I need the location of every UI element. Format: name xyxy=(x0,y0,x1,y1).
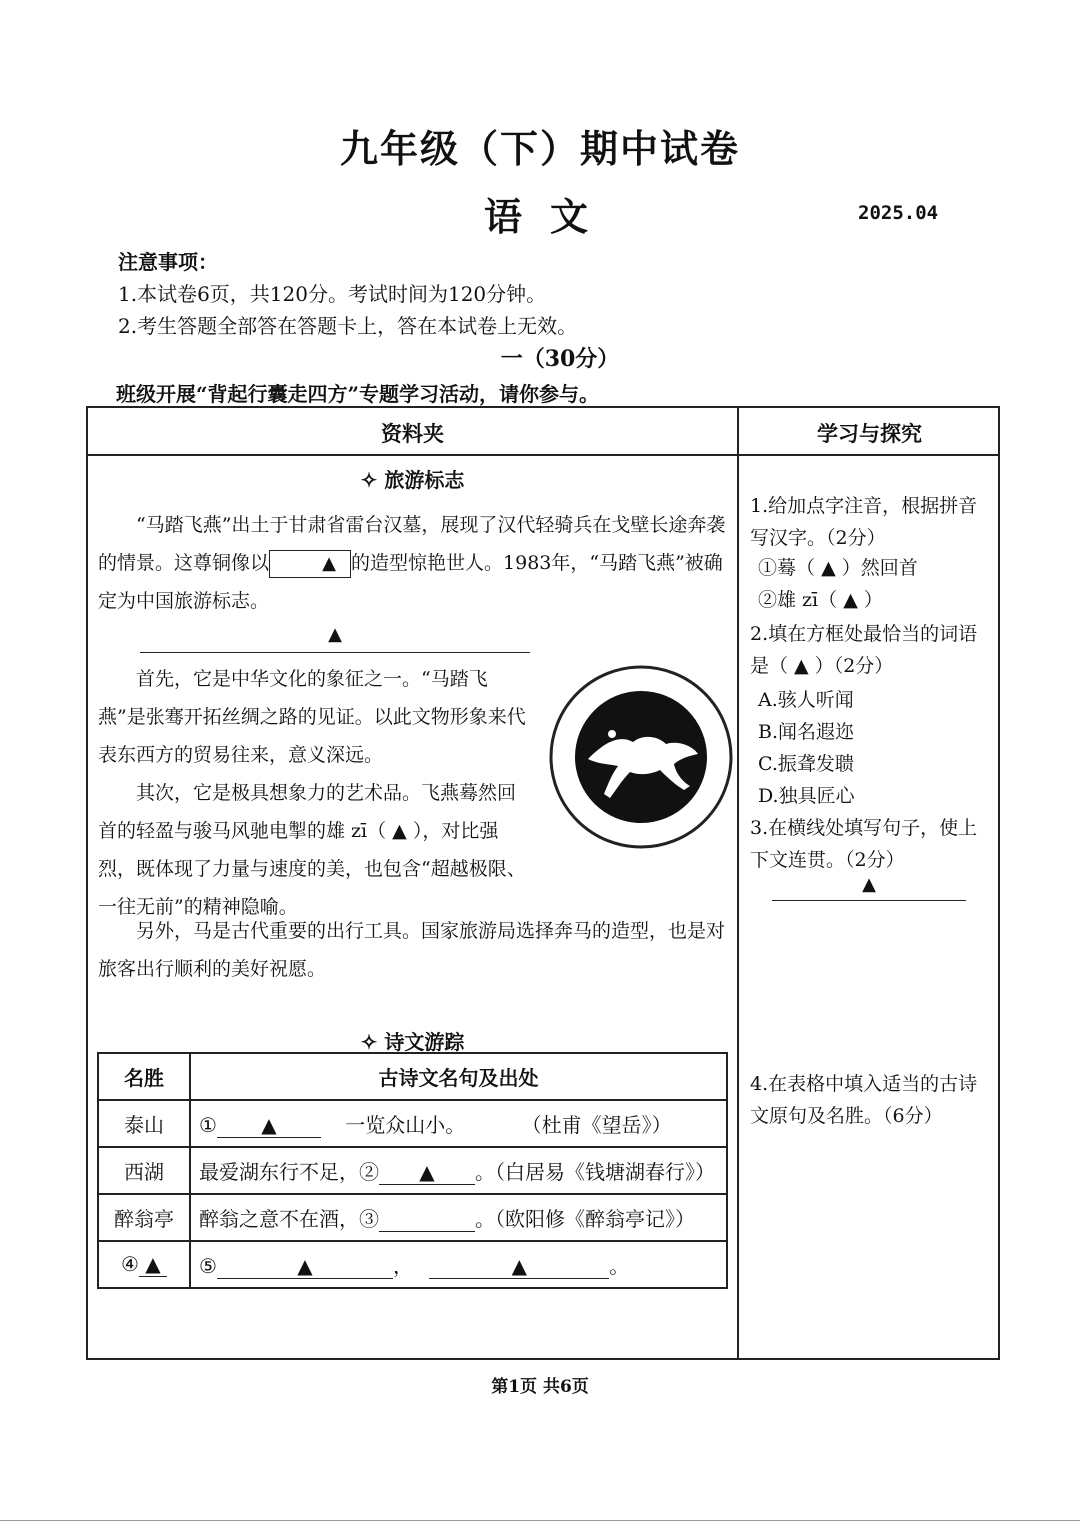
poem-text: ④ xyxy=(121,1252,139,1276)
poem-source: 。（欧阳修《醉翁亭记》） xyxy=(475,1207,695,1231)
table-header-row xyxy=(98,1053,727,1100)
question-1: 1.给加点字注音，根据拼音写汉字。（2分） xyxy=(750,495,978,549)
poem-text: ， xyxy=(392,1254,413,1278)
place-cell: 泰山 xyxy=(98,1100,190,1147)
question-text: ②雄 zī（ xyxy=(758,589,838,611)
answer-line xyxy=(379,1207,475,1232)
header-cell: 名胜 xyxy=(98,1053,190,1100)
scan-edge-line xyxy=(0,1520,1080,1521)
poem-text: 一览众山小。 xyxy=(345,1113,466,1137)
header-cell: 古诗文名句及出处 xyxy=(190,1053,727,1100)
part-heading: 一（30分） xyxy=(500,346,620,372)
triangle-mark: ▲ xyxy=(261,1113,277,1137)
triangle-mark: ▲ xyxy=(145,1252,161,1276)
note-item-1: 1.本试卷6页，共120分。考试时间为120分钟。 xyxy=(118,282,547,306)
activity-intro: 班级开展“背起行囊走四方”专题学习活动，请你参与。 xyxy=(116,382,600,406)
subject-title: 语文 xyxy=(483,194,616,239)
paragraph-text: 的造型惊艳世人。1983年，“马踏飞燕”被确定为中国旅游标志。 xyxy=(98,552,723,612)
paragraph-culture xyxy=(98,660,530,774)
paragraph-travel xyxy=(98,912,728,988)
section-title-poems: ✧ 诗文游踪 xyxy=(360,1030,465,1054)
question-2: 2.填在方框处最恰当的词语是（ ▲ ）（2分） xyxy=(750,623,978,677)
question-text: ）然回首 xyxy=(841,557,918,579)
answer-box xyxy=(269,550,351,578)
column-divider xyxy=(737,406,739,1360)
question-4: 4.在表格中填入适当的古诗文原句及名胜。（6分） xyxy=(750,1073,978,1127)
note-item-2: 2.考生答题全部答在答题卡上，答在本试卷上无效。 xyxy=(118,314,578,338)
answer-line xyxy=(217,1113,321,1138)
paragraph-intro xyxy=(98,506,728,620)
poem-source: 。（白居易《钱塘湖春行》） xyxy=(475,1160,715,1184)
paragraph-text: 其次，它是极具想象力的艺术品。飞燕蓦然回首的轻盈与骏马风驰电掣的雄 zī（ ▲ ），对比强烈，既体现了力量与速度的美，也包含“超越极限、一往无前”的精神隐喻。 xyxy=(98,782,526,918)
poem-source: （杜甫《望岳》） xyxy=(521,1113,672,1137)
triangle-mark: ▲ xyxy=(843,589,858,611)
option-b: B.闻名遐迩 xyxy=(758,721,855,743)
option-d: D.独具匠心 xyxy=(758,785,855,807)
answer-line xyxy=(772,874,966,901)
triangle-mark: ▲ xyxy=(297,1254,313,1278)
paragraph-text: “马踏飞燕”出土于甘肃省雷台汉墓，展现了汉代轻骑兵在戈壁长途奔袭的情景。这尊铜像以 xyxy=(98,514,726,574)
poem-table xyxy=(97,1052,728,1289)
sentence-blank-line xyxy=(140,624,530,653)
answer-line xyxy=(139,1252,167,1277)
triangle-mark: ▲ xyxy=(322,553,336,574)
answer-line xyxy=(379,1160,475,1185)
column-header-materials: 资料夹 xyxy=(381,421,444,446)
poem-text: ⑤ xyxy=(199,1254,217,1278)
question-1-b xyxy=(758,584,994,616)
page-footer: 第1页 共6页 xyxy=(491,1377,589,1397)
exam-date: 2025.04 xyxy=(858,202,939,224)
poem-text: 醉翁之意不在酒，③ xyxy=(199,1207,379,1231)
poem-text: 最爱湖东行不足，② xyxy=(199,1160,379,1184)
triangle-mark: ▲ xyxy=(821,557,836,579)
poem-cell xyxy=(190,1241,727,1288)
poem-cell xyxy=(190,1194,727,1241)
answer-line xyxy=(217,1254,393,1279)
place-cell: 醉翁亭 xyxy=(98,1194,190,1241)
option-c: C.振聋发聩 xyxy=(758,753,854,775)
table-row xyxy=(98,1241,727,1288)
poem-text: ① xyxy=(199,1113,217,1137)
place-cell: 西湖 xyxy=(98,1147,190,1194)
triangle-mark: ▲ xyxy=(419,1160,435,1184)
triangle-mark: ▲ xyxy=(511,1254,527,1278)
question-1-a xyxy=(758,552,994,584)
china-tourism-logo xyxy=(548,664,734,850)
paragraph-text: 另外，马是古代重要的出行工具。国家旅游局选择奔马的造型，也是对旅客出行顺利的美好祝愿。 xyxy=(98,920,726,980)
table-row xyxy=(98,1194,727,1241)
paragraph-art xyxy=(98,774,530,926)
header-divider xyxy=(86,454,1000,456)
poem-cell xyxy=(190,1100,727,1147)
question-text: ） xyxy=(863,589,883,611)
question-text: ①蓦（ xyxy=(758,557,816,579)
section-title-logo: ✧ 旅游标志 xyxy=(360,468,465,492)
notes-heading: 注意事项： xyxy=(118,250,218,274)
paragraph-text: 首先，它是中华文化的象征之一。“马踏飞燕”是张骞开拓丝绸之路的见证。以此文物形象来代表东西方的贸易往来，意义深远。 xyxy=(98,668,526,766)
column-header-study: 学习与探究 xyxy=(817,421,922,446)
exam-title: 九年级（下）期中试卷 xyxy=(339,126,740,171)
table-row xyxy=(98,1147,727,1194)
poem-cell xyxy=(190,1147,727,1194)
triangle-mark: ▲ xyxy=(862,874,876,895)
option-a: A.骇人听闻 xyxy=(758,689,854,711)
question-3: 3.在横线处填写句子，使上下文连贯。（2分） xyxy=(750,817,978,871)
answer-line xyxy=(429,1254,609,1279)
triangle-mark: ▲ xyxy=(328,624,342,645)
place-cell xyxy=(98,1241,190,1288)
poem-text: 。 xyxy=(609,1254,630,1278)
table-row xyxy=(98,1100,727,1147)
